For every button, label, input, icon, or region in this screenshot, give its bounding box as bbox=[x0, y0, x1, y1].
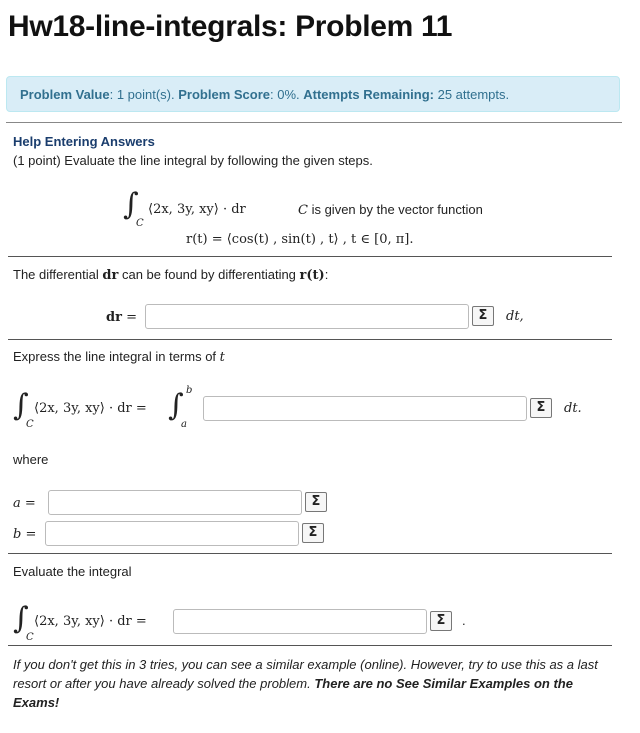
section-divider bbox=[8, 645, 612, 646]
step1-text-mid: can be found by differentiating bbox=[121, 267, 296, 282]
upper-limit-b: b bbox=[186, 385, 193, 396]
problem-value-label: Problem Value bbox=[20, 87, 110, 102]
footer-note bbox=[13, 655, 613, 712]
problem-score-text: : 0%. bbox=[270, 87, 304, 102]
dr-label: dr = bbox=[106, 310, 137, 325]
dr-input[interactable] bbox=[145, 304, 469, 329]
step2-integrand-text: ⟨2x, 3y, xy⟩ · dr bbox=[34, 401, 132, 416]
step3-text: Evaluate the integral bbox=[13, 564, 132, 579]
footer-note-text: If you don't get this in 3 tries, you can see a similar example (online). However, try to use this as a last resort or after you have already solved the problem. bbox=[13, 657, 598, 691]
definite-integral-sign: ∫ b a bbox=[168, 385, 193, 430]
step1-text-start: The differential bbox=[13, 267, 99, 282]
step2-integral-sign: ∫ C bbox=[13, 388, 34, 430]
curve-description bbox=[298, 202, 483, 218]
result-equation-editor-button[interactable]: Σ bbox=[430, 611, 452, 631]
section-divider bbox=[8, 339, 612, 340]
integrand-input[interactable] bbox=[203, 396, 527, 421]
step3-integrand: ⟨2x, 3y, xy⟩ · dr = bbox=[34, 614, 147, 629]
dr-equation-editor-button[interactable]: Σ bbox=[472, 306, 494, 326]
integral-sign: ∫ bbox=[123, 187, 139, 222]
curve-c: C bbox=[298, 203, 308, 218]
a-label: a = bbox=[13, 496, 36, 511]
integral-subscript: C bbox=[136, 218, 144, 229]
top-divider bbox=[6, 122, 622, 123]
problem-info-box bbox=[6, 76, 620, 112]
vector-function: r(t) = ⟨cos(t) , sin(t) , t⟩ , t ∈ [0, π]. bbox=[186, 232, 414, 247]
footer-note-bold: There are no See Similar Examples on the Exams! bbox=[13, 676, 573, 710]
attempts-label: Attempts Remaining: bbox=[303, 87, 434, 102]
problem-score-label: Problem Score bbox=[178, 87, 270, 102]
step3-integrand-text: ⟨2x, 3y, xy⟩ · dr bbox=[34, 614, 132, 629]
step1-text: The differential dr can be found by differentiating r(t): bbox=[13, 267, 329, 283]
step2-text bbox=[13, 349, 225, 365]
help-entering-answers-link[interactable]: Help Entering Answers bbox=[13, 134, 155, 149]
integrand-equation-editor-button[interactable]: Σ bbox=[530, 398, 552, 418]
attempts-text: 25 attempts. bbox=[433, 87, 510, 102]
result-period: . bbox=[462, 613, 466, 628]
section-divider bbox=[8, 256, 612, 257]
r-of-t-symbol: r(t) bbox=[299, 268, 325, 283]
problem-value-text: : 1 point(s). bbox=[109, 87, 179, 102]
section-divider bbox=[8, 553, 612, 554]
dt-period: dt. bbox=[564, 401, 582, 416]
dt-comma: dt, bbox=[506, 309, 524, 324]
a-equation-editor-button[interactable]: Σ bbox=[305, 492, 327, 512]
a-input[interactable] bbox=[48, 490, 302, 515]
result-input[interactable] bbox=[173, 609, 427, 634]
lower-limit-a: a bbox=[181, 419, 187, 430]
page-title: Hw18-line-integrals: Problem 11 bbox=[8, 10, 453, 43]
curve-description-text: is given by the vector function bbox=[311, 202, 483, 217]
given-integral bbox=[123, 187, 144, 229]
step2-integrand: ⟨2x, 3y, xy⟩ · dr = bbox=[34, 401, 147, 416]
step3-integral-sign: ∫ C bbox=[13, 601, 34, 643]
t-variable: t bbox=[219, 350, 225, 365]
problem-intro: (1 point) Evaluate the line integral by following the given steps. bbox=[13, 153, 373, 168]
b-equation-editor-button[interactable]: Σ bbox=[302, 523, 324, 543]
where-text: where bbox=[13, 452, 49, 467]
b-label: b = bbox=[13, 527, 37, 542]
given-integrand: ⟨2x, 3y, xy⟩ · dr bbox=[148, 202, 246, 217]
step2-text-start: Express the line integral in terms of bbox=[13, 349, 217, 364]
dr-symbol: dr bbox=[102, 268, 119, 283]
b-input[interactable] bbox=[45, 521, 299, 546]
